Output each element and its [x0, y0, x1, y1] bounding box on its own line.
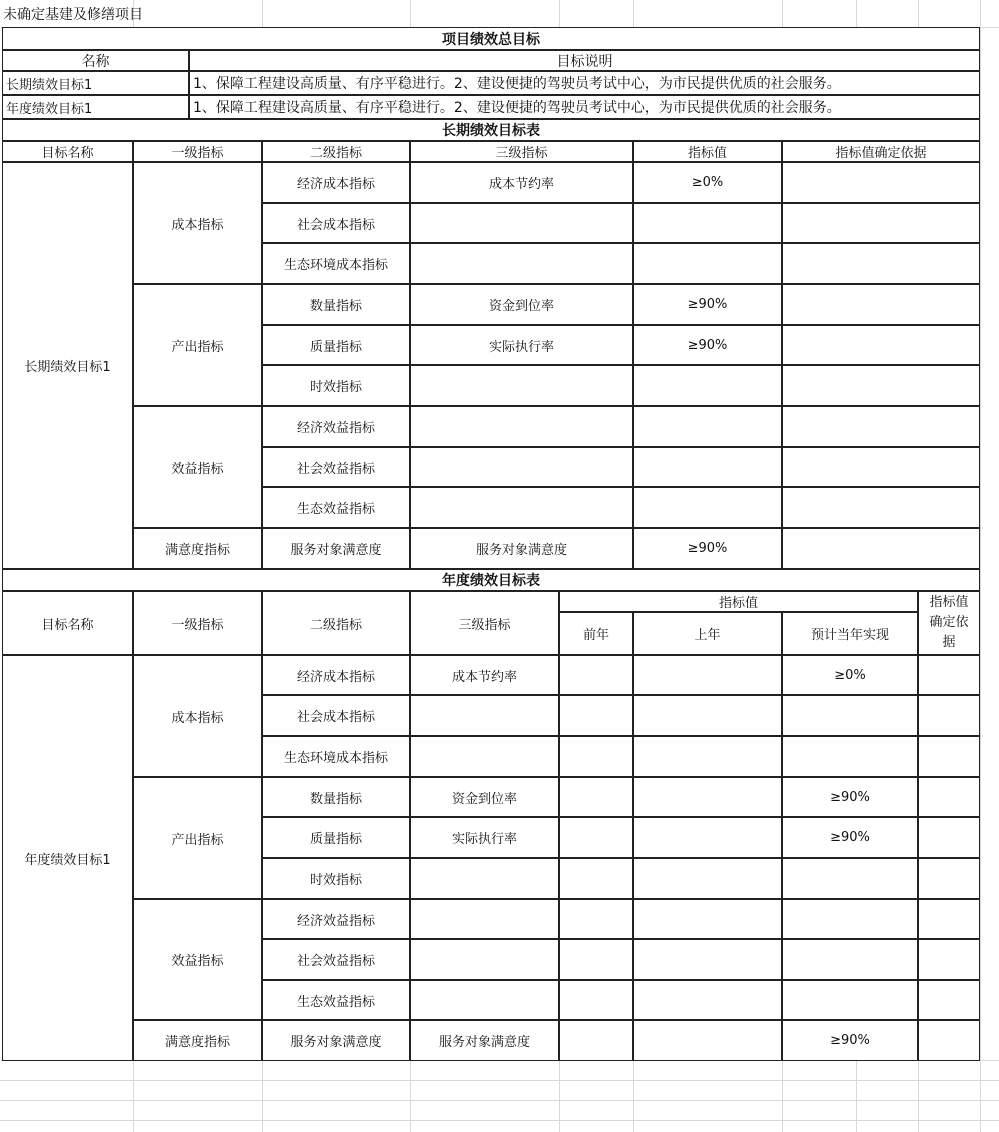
long-term-level1[interactable]: 满意度指标: [133, 528, 262, 569]
annual-level3[interactable]: [410, 899, 559, 939]
annual-level2[interactable]: 生态效益指标: [262, 980, 410, 1020]
long-term-value[interactable]: ≥90%: [633, 325, 782, 365]
long-term-level1[interactable]: 产出指标: [133, 284, 262, 406]
long-term-basis[interactable]: [782, 325, 980, 365]
annual-header[interactable]: 一级指标: [133, 591, 262, 655]
annual-level1[interactable]: 成本指标: [133, 655, 262, 777]
annual-prev1[interactable]: [633, 980, 782, 1020]
long-term-basis[interactable]: [782, 528, 980, 569]
annual-expected[interactable]: [782, 695, 918, 736]
long-term-level1[interactable]: 成本指标: [133, 162, 262, 284]
annual-expected[interactable]: [782, 939, 918, 980]
long-term-level3[interactable]: [410, 406, 633, 447]
summary-row-name[interactable]: 长期绩效目标1: [2, 71, 189, 95]
long-term-level3[interactable]: [410, 243, 633, 284]
annual-prev1[interactable]: [633, 899, 782, 939]
long-term-value[interactable]: [633, 243, 782, 284]
annual-basis[interactable]: [918, 777, 980, 817]
sheet-title[interactable]: 未确定基建及修缮项目: [3, 6, 143, 23]
long-term-header[interactable]: 二级指标: [262, 141, 410, 162]
annual-header-basis[interactable]: 指标值确定依据: [918, 591, 980, 655]
long-term-value[interactable]: [633, 487, 782, 528]
annual-subheader[interactable]: 上年: [633, 612, 782, 655]
annual-level3[interactable]: [410, 736, 559, 777]
annual-basis[interactable]: [918, 858, 980, 899]
gridline: [0, 1100, 999, 1101]
long-term-title[interactable]: 长期绩效目标表: [2, 119, 980, 141]
annual-header[interactable]: 二级指标: [262, 591, 410, 655]
long-term-basis[interactable]: [782, 243, 980, 284]
annual-prev2[interactable]: [559, 655, 633, 695]
long-term-level3[interactable]: [410, 203, 633, 243]
annual-prev2[interactable]: [559, 695, 633, 736]
long-term-header[interactable]: 目标名称: [2, 141, 133, 162]
long-term-level3[interactable]: [410, 447, 633, 487]
long-term-header[interactable]: 指标值: [633, 141, 782, 162]
summary-row-desc[interactable]: 1、保障工程建设高质量、有序平稳进行。2、建设便捷的驾驶员考试中心，为市民提供优质的社会服务。: [189, 95, 980, 119]
long-term-level2[interactable]: 时效指标: [262, 365, 410, 406]
annual-subheader[interactable]: 前年: [559, 612, 633, 655]
long-term-basis[interactable]: [782, 203, 980, 243]
long-term-level2[interactable]: 社会效益指标: [262, 447, 410, 487]
annual-basis[interactable]: [918, 939, 980, 980]
long-term-basis[interactable]: [782, 406, 980, 447]
annual-header-value[interactable]: 指标值: [559, 591, 918, 612]
annual-prev2[interactable]: [559, 899, 633, 939]
long-term-level3[interactable]: [410, 365, 633, 406]
annual-prev1[interactable]: [633, 1020, 782, 1061]
annual-expected[interactable]: ≥90%: [782, 1020, 918, 1061]
annual-title[interactable]: 年度绩效目标表: [2, 569, 980, 591]
annual-expected[interactable]: ≥0%: [782, 655, 918, 695]
annual-prev1[interactable]: [633, 695, 782, 736]
long-term-level2[interactable]: 服务对象满意度: [262, 528, 410, 569]
long-term-value[interactable]: [633, 203, 782, 243]
annual-level3[interactable]: [410, 858, 559, 899]
annual-prev2[interactable]: [559, 980, 633, 1020]
long-term-level3[interactable]: 资金到位率: [410, 284, 633, 325]
annual-basis[interactable]: [918, 899, 980, 939]
annual-level2[interactable]: 数量指标: [262, 777, 410, 817]
annual-expected[interactable]: ≥90%: [782, 777, 918, 817]
annual-level3[interactable]: 成本节约率: [410, 655, 559, 695]
summary-col-name[interactable]: 名称: [2, 50, 189, 71]
long-term-level2[interactable]: 经济效益指标: [262, 406, 410, 447]
annual-level2[interactable]: 社会效益指标: [262, 939, 410, 980]
annual-prev2[interactable]: [559, 777, 633, 817]
annual-level2[interactable]: 社会成本指标: [262, 695, 410, 736]
annual-prev2[interactable]: [559, 817, 633, 858]
summary-row-name[interactable]: 年度绩效目标1: [2, 95, 189, 119]
long-term-value[interactable]: ≥90%: [633, 284, 782, 325]
annual-basis[interactable]: [918, 736, 980, 777]
long-term-value[interactable]: ≥90%: [633, 528, 782, 569]
long-term-basis[interactable]: [782, 365, 980, 406]
long-term-level2[interactable]: 质量指标: [262, 325, 410, 365]
annual-basis[interactable]: [918, 980, 980, 1020]
long-term-level3[interactable]: 服务对象满意度: [410, 528, 633, 569]
annual-basis[interactable]: [918, 1020, 980, 1061]
annual-prev2[interactable]: [559, 1020, 633, 1061]
annual-level2[interactable]: 服务对象满意度: [262, 1020, 410, 1061]
annual-level3[interactable]: 资金到位率: [410, 777, 559, 817]
annual-level3[interactable]: [410, 980, 559, 1020]
annual-level2[interactable]: 质量指标: [262, 817, 410, 858]
long-term-header[interactable]: 一级指标: [133, 141, 262, 162]
long-term-value[interactable]: [633, 447, 782, 487]
long-term-level2[interactable]: 数量指标: [262, 284, 410, 325]
annual-expected[interactable]: [782, 899, 918, 939]
annual-level2[interactable]: 时效指标: [262, 858, 410, 899]
long-term-value[interactable]: [633, 406, 782, 447]
long-term-basis[interactable]: [782, 284, 980, 325]
annual-prev1[interactable]: [633, 777, 782, 817]
summary-col-desc[interactable]: 目标说明: [189, 50, 980, 71]
annual-header[interactable]: 三级指标: [410, 591, 559, 655]
annual-prev1[interactable]: [633, 736, 782, 777]
long-term-level3[interactable]: [410, 487, 633, 528]
annual-level3[interactable]: 服务对象满意度: [410, 1020, 559, 1061]
annual-prev2[interactable]: [559, 736, 633, 777]
long-term-basis[interactable]: [782, 447, 980, 487]
gridline: [980, 0, 981, 1132]
annual-prev1[interactable]: [633, 858, 782, 899]
annual-level2[interactable]: 经济效益指标: [262, 899, 410, 939]
annual-prev1[interactable]: [633, 655, 782, 695]
annual-expected[interactable]: ≥90%: [782, 817, 918, 858]
long-term-header[interactable]: 指标值确定依据: [782, 141, 980, 162]
annual-level1[interactable]: 效益指标: [133, 899, 262, 1020]
long-term-value[interactable]: [633, 365, 782, 406]
annual-level3[interactable]: [410, 695, 559, 736]
annual-prev2[interactable]: [559, 858, 633, 899]
annual-header[interactable]: 目标名称: [2, 591, 133, 655]
long-term-header[interactable]: 三级指标: [410, 141, 633, 162]
long-term-goal-name[interactable]: 长期绩效目标1: [2, 162, 133, 569]
annual-level1[interactable]: 满意度指标: [133, 1020, 262, 1061]
annual-basis[interactable]: [918, 817, 980, 858]
annual-level3[interactable]: [410, 939, 559, 980]
summary-title[interactable]: 项目绩效总目标: [2, 27, 980, 50]
annual-level1[interactable]: 产出指标: [133, 777, 262, 899]
annual-prev1[interactable]: [633, 939, 782, 980]
annual-basis[interactable]: [918, 655, 980, 695]
annual-level3[interactable]: 实际执行率: [410, 817, 559, 858]
long-term-value[interactable]: ≥0%: [633, 162, 782, 203]
long-term-level2[interactable]: 生态效益指标: [262, 487, 410, 528]
annual-level2[interactable]: 经济成本指标: [262, 655, 410, 695]
long-term-level2[interactable]: 生态环境成本指标: [262, 243, 410, 284]
annual-subheader[interactable]: 预计当年实现: [782, 612, 918, 655]
long-term-level1[interactable]: 效益指标: [133, 406, 262, 528]
long-term-level3[interactable]: 成本节约率: [410, 162, 633, 203]
long-term-level2[interactable]: 经济成本指标: [262, 162, 410, 203]
annual-goal-name[interactable]: 年度绩效目标1: [2, 655, 133, 1061]
summary-row-desc[interactable]: 1、保障工程建设高质量、有序平稳进行。2、建设便捷的驾驶员考试中心，为市民提供优质的社会服务。: [189, 71, 980, 95]
long-term-basis[interactable]: [782, 487, 980, 528]
annual-level2[interactable]: 生态环境成本指标: [262, 736, 410, 777]
long-term-basis[interactable]: [782, 162, 980, 203]
gridline: [0, 1120, 999, 1121]
long-term-level2[interactable]: 社会成本指标: [262, 203, 410, 243]
long-term-level3[interactable]: 实际执行率: [410, 325, 633, 365]
annual-expected[interactable]: [782, 980, 918, 1020]
annual-expected[interactable]: [782, 736, 918, 777]
annual-expected[interactable]: [782, 858, 918, 899]
annual-prev2[interactable]: [559, 939, 633, 980]
annual-prev1[interactable]: [633, 817, 782, 858]
annual-basis[interactable]: [918, 695, 980, 736]
gridline: [0, 1080, 999, 1081]
